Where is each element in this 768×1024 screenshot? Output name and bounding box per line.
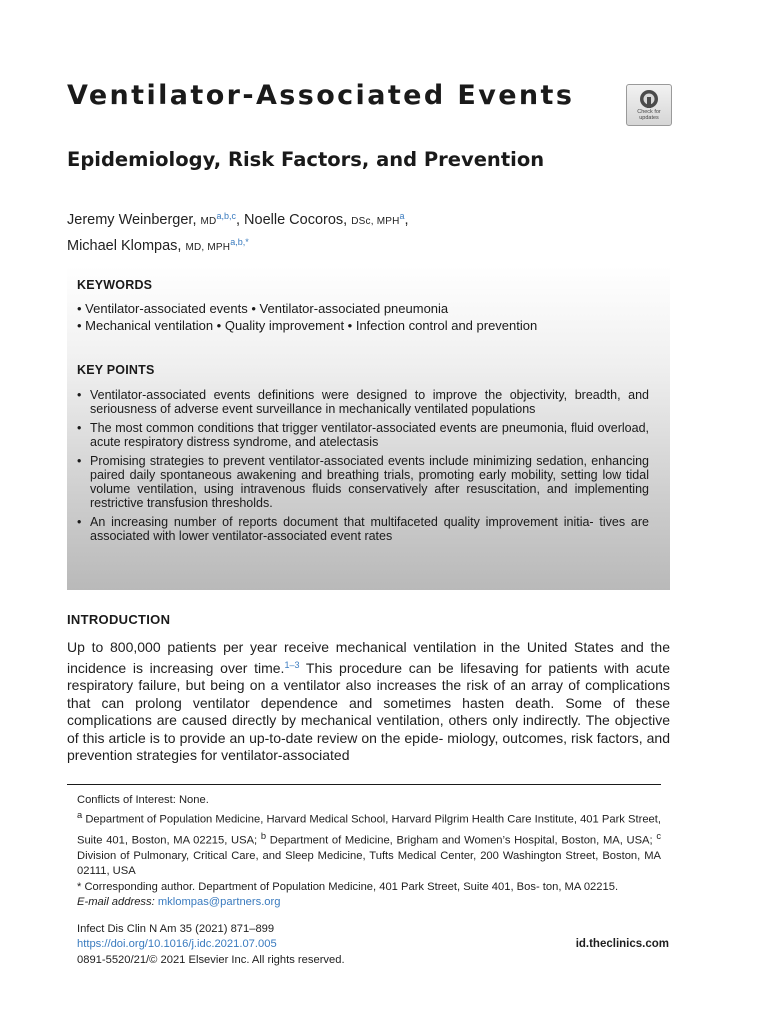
key-point-item: • Promising strategies to prevent ventilator-associated events include minimizing sedation, enhancing paired daily spontaneous awakening and breathing trials, promoting early mobility, setting low tidal volume ventilation, using intravenous fluids conservatively after resuscitation, and implementing restrictive transfusion thresholds.	[77, 454, 649, 510]
journal-site[interactable]: id.theclinics.com	[575, 938, 669, 950]
key-points-heading: KEY POINTS	[77, 363, 155, 377]
author-separator: ,	[235, 212, 245, 228]
author-name: Noelle Cocoros,	[244, 212, 348, 228]
email-link[interactable]: mklompas@partners.org	[157, 895, 281, 908]
author-affiliation[interactable]: a,b,*	[230, 237, 249, 247]
affiliation-text: Department of Medicine, Brigham and Women’s Hospital, Boston, MA, USA;	[266, 834, 657, 847]
email-line	[77, 895, 661, 910]
affiliation-marker: c	[656, 830, 661, 841]
check-for-updates-badge[interactable]	[626, 84, 672, 126]
journal-citation: Infect Dis Clin N Am 35 (2021) 871–899	[77, 923, 275, 935]
affiliation-marker: b	[260, 830, 267, 841]
keywords-heading: KEYWORDS	[77, 278, 153, 292]
doi-link[interactable]: https://doi.org/10.1016/j.idc.2021.07.005	[77, 938, 277, 951]
copyright-line: 0891-5520/21/© 2021 Elsevier Inc. All rights reserved.	[77, 953, 345, 966]
affiliation-marker: a	[77, 810, 83, 821]
key-point-item: • The most common conditions that trigger ventilator-associated events are pneumonia, fluid overload, acute respiratory distress syndrome, and atelectasis	[77, 421, 649, 449]
check-for-updates-label: Check for updates	[637, 109, 661, 121]
article-title: Ventilator-Associated Events	[67, 80, 575, 111]
affiliation-text: Division of Pulmonary, Critical Care, and Sleep Medicine, Tufts Medical Center, 200 Washington Street, Boston, MA 02111, USA	[77, 849, 661, 878]
author-name: Michael Klompas,	[67, 238, 182, 254]
author-affiliation[interactable]: a	[399, 211, 405, 221]
article-subtitle: Epidemiology, Risk Factors, and Prevention	[67, 148, 545, 171]
affiliation-text: Department of Population Medicine, Harvard Medical School, Harvard Pilgrim Health Care Institute, 401 Park Street, Suite 401, Boston, MA 02215, USA;	[77, 814, 661, 847]
keywords-line: • Mechanical ventilation • Quality improvement • Infection control and prevention	[77, 318, 538, 333]
keywords-line: • Ventilator-associated events • Ventilator-associated pneumonia	[77, 301, 449, 316]
introduction-heading: INTRODUCTION	[67, 612, 171, 627]
keywords-keypoints-box	[67, 266, 670, 590]
update-icon	[638, 88, 660, 110]
author-degree: DSc, MPH	[351, 216, 400, 227]
author-degree: MD	[200, 216, 217, 227]
author-affiliation[interactable]: a,b,c	[216, 211, 236, 221]
key-points-list	[77, 388, 649, 548]
footnotes	[77, 793, 661, 910]
intro-text: Up to 800,000 patients per year receive mechanical ventilation in the United States and the incidence is increasing over time.	[67, 639, 670, 676]
intro-text: This procedure can be lifesaving for patients with acute respiratory failure, but being on a ventilator also increases the risk of an array of complications that can prolong ventilator dependence and sometimes hasten death. Some of these complications are caused directly by mechanical ventilation, others only indirectly. The objective of this article is to provide an up-to-date review on the epide- miology, outcomes, risk factors, and prevention strategies for ventilator-associated	[67, 659, 670, 763]
key-point-item: • An increasing number of reports document that multifaceted quality improvement initia- tives are associated with lower ventilator-associated event rates	[77, 515, 649, 543]
reference-link[interactable]: 1–3	[284, 659, 300, 670]
conflicts-note: Conflicts of Interest: None.	[77, 794, 209, 806]
author-separator: ,	[404, 212, 409, 228]
email-label: E-mail address:	[77, 895, 155, 908]
corresponding-author-note: * Corresponding author. Department of Population Medicine, 401 Park Street, Suite 401, Bos- ton, MA 02215.	[77, 880, 619, 893]
key-point-item: • Ventilator-associated events definitions were designed to improve the objectivity, breadth, and seriousness of adverse event surveillance in mechanically ventilated populations	[77, 388, 649, 416]
author-name: Jeremy Weinberger,	[67, 212, 197, 228]
affiliations-note	[77, 808, 661, 879]
citation-block	[77, 922, 527, 968]
author-degree: MD, MPH	[185, 242, 231, 253]
footnote-divider	[67, 784, 661, 785]
introduction-paragraph	[67, 639, 670, 765]
author-list	[67, 206, 687, 258]
